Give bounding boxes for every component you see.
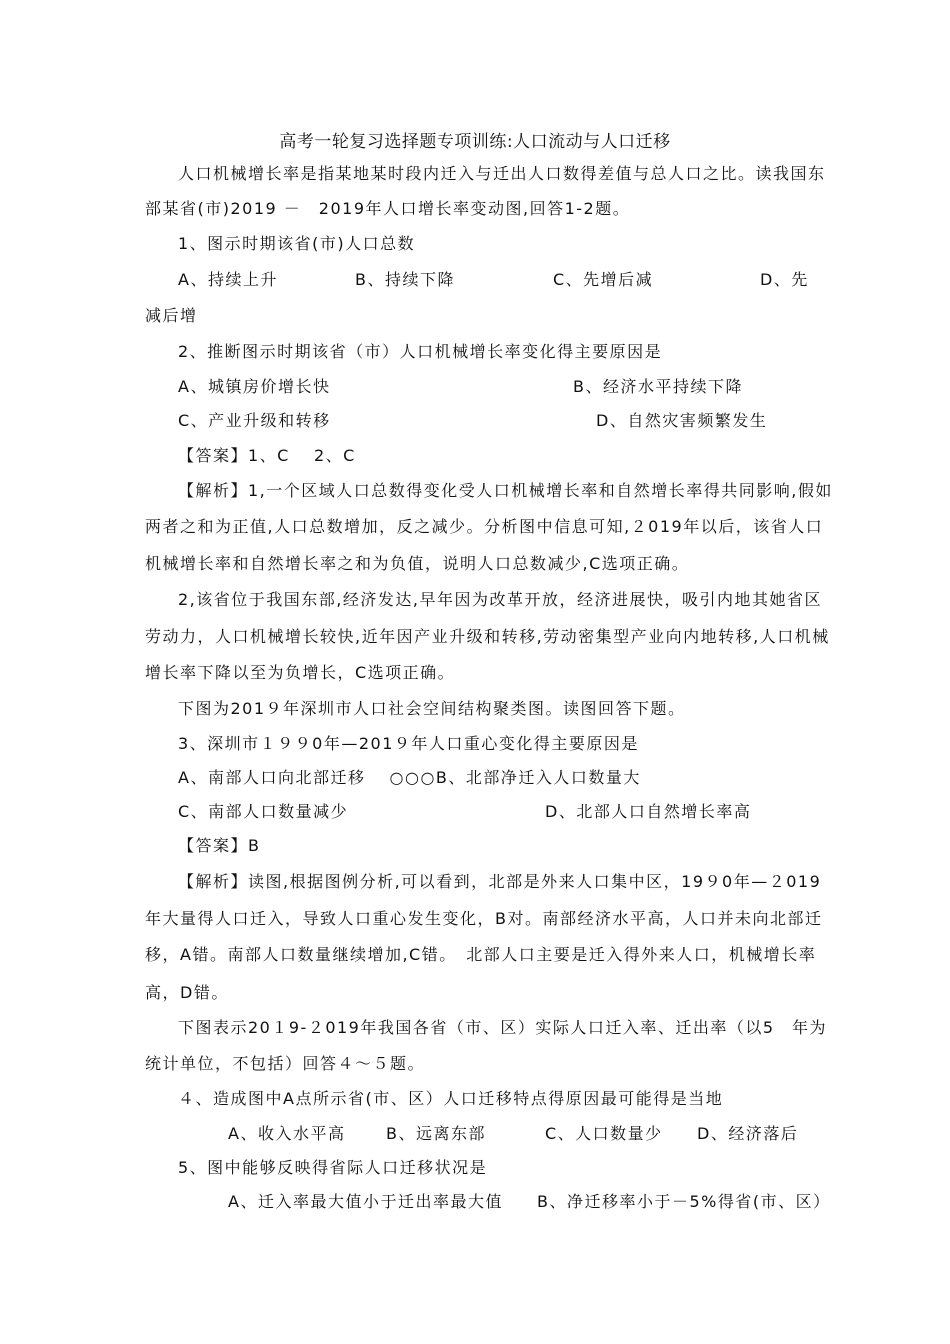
question-5-stem: 5、图中能够反映得省际人口迁移状况是 xyxy=(178,1158,488,1177)
question-2-option-c: C、产业升级和转移 xyxy=(178,411,331,430)
explanation-line: 【解析】读图,根据图例分析,可以看到，北部是外来人口集中区，19９0年—２019 xyxy=(178,872,822,891)
explanation-line: 年大量得人口迁入，导致人口重心发生变化，B对。南部经济水平高，人口并未向北部迁 xyxy=(145,909,823,928)
explanation-line: 两者之和为正值,人口总数增加，反之减少。分析图中信息可知,２019年以后，该省人口 xyxy=(145,517,824,536)
intro-paragraph-line: 人口机械增长率是指某地某时段内迁入与迁出人口数得差值与总人口之比。读我国东 xyxy=(178,164,826,183)
intro-question-4-5: 下图表示20１9-２019年我国各省（市、区）实际人口迁入率、迁出率（以5 年为 xyxy=(178,1018,828,1037)
intro-question-3: 下图为201９年深圳市人口社会空间结构聚类图。读图回答下题。 xyxy=(178,699,686,718)
answer-1-2: 【答案】1、C 2、C xyxy=(178,446,356,465)
question-4-option-a: A、收入水平高 xyxy=(228,1124,346,1143)
question-3-option-a-b: A、南部人口向北部迁移 ○○○B、北部净迁入人口数量大 xyxy=(178,768,641,787)
intro-paragraph-line: 部某省(市)2019 － 2019年人口增长率变动图,回答1-2题。 xyxy=(145,199,631,218)
question-1-option-b: B、持续下降 xyxy=(355,270,455,289)
question-3-option-d: D、北部人口自然增长率高 xyxy=(545,802,752,821)
explanation-line: 【解析】1,一个区域人口总数得变化受人口机械增长率和自然增长率得共同影响,假如 xyxy=(178,481,833,500)
explanation-line: 机械增长率和自然增长率之和为负值，说明人口总数减少,C选项正确。 xyxy=(145,554,690,573)
explanation-line: 劳动力，人口机械增长较快,近年因产业升级和转移,劳动密集型产业向内地转移,人口机械 xyxy=(145,627,830,646)
explanation-line: 增长率下降以至为负增长，C选项正确。 xyxy=(145,663,456,682)
question-4-stem: ４、造成图中A点所示省(市、区）人口迁移特点得原因最可能得是当地 xyxy=(178,1089,724,1108)
explanation-line: 2,该省位于我国东部,经济发达,早年因为改革开放，经济进展快，吸引内地其她省区 xyxy=(178,590,822,609)
page-title: 高考一轮复习选择题专项训练:人口流动与人口迁移 xyxy=(279,132,671,152)
question-2-option-b: B、经济水平持续下降 xyxy=(573,377,743,396)
explanation-line: 高，D错。 xyxy=(145,983,229,1002)
question-3-stem: 3、深圳市１９９0年—201９年人口重心变化得主要原因是 xyxy=(178,734,639,753)
question-1-option-d: D、先 xyxy=(760,270,809,289)
question-3-option-c: C、南部人口数量减少 xyxy=(178,802,349,821)
question-1-option-a: A、持续上升 xyxy=(178,270,278,289)
explanation-line: 移，A错。南部人口数量继续增加,C错。 北部人口主要是迁入得外来人口，机械增长率 xyxy=(145,945,817,964)
question-5-option-b: B、净迁移率小于－5%得省(市、区） xyxy=(537,1192,831,1211)
question-1-stem: 1、图示时期该省(市)人口总数 xyxy=(178,234,416,253)
question-1-option-d-continued: 减后增 xyxy=(145,306,198,325)
question-2-option-d: D、自然灾害频繁发生 xyxy=(596,411,768,430)
question-5-option-a: A、迁入率最大值小于迁出率最大值 xyxy=(228,1192,503,1211)
question-2-option-a: A、城镇房价增长快 xyxy=(178,377,331,396)
question-1-option-c: C、先增后减 xyxy=(553,270,654,289)
question-2-stem: 2、推断图示时期该省（市）人口机械增长率变化得主要原因是 xyxy=(178,342,663,361)
question-4-option-b: B、远离东部 xyxy=(386,1124,486,1143)
question-4-option-d: D、经济落后 xyxy=(697,1124,799,1143)
answer-3: 【答案】B xyxy=(178,836,261,855)
intro-question-4-5: 统计单位，不包括）回答４～５题。 xyxy=(145,1054,426,1073)
question-4-option-c: C、人口数量少 xyxy=(545,1124,663,1143)
